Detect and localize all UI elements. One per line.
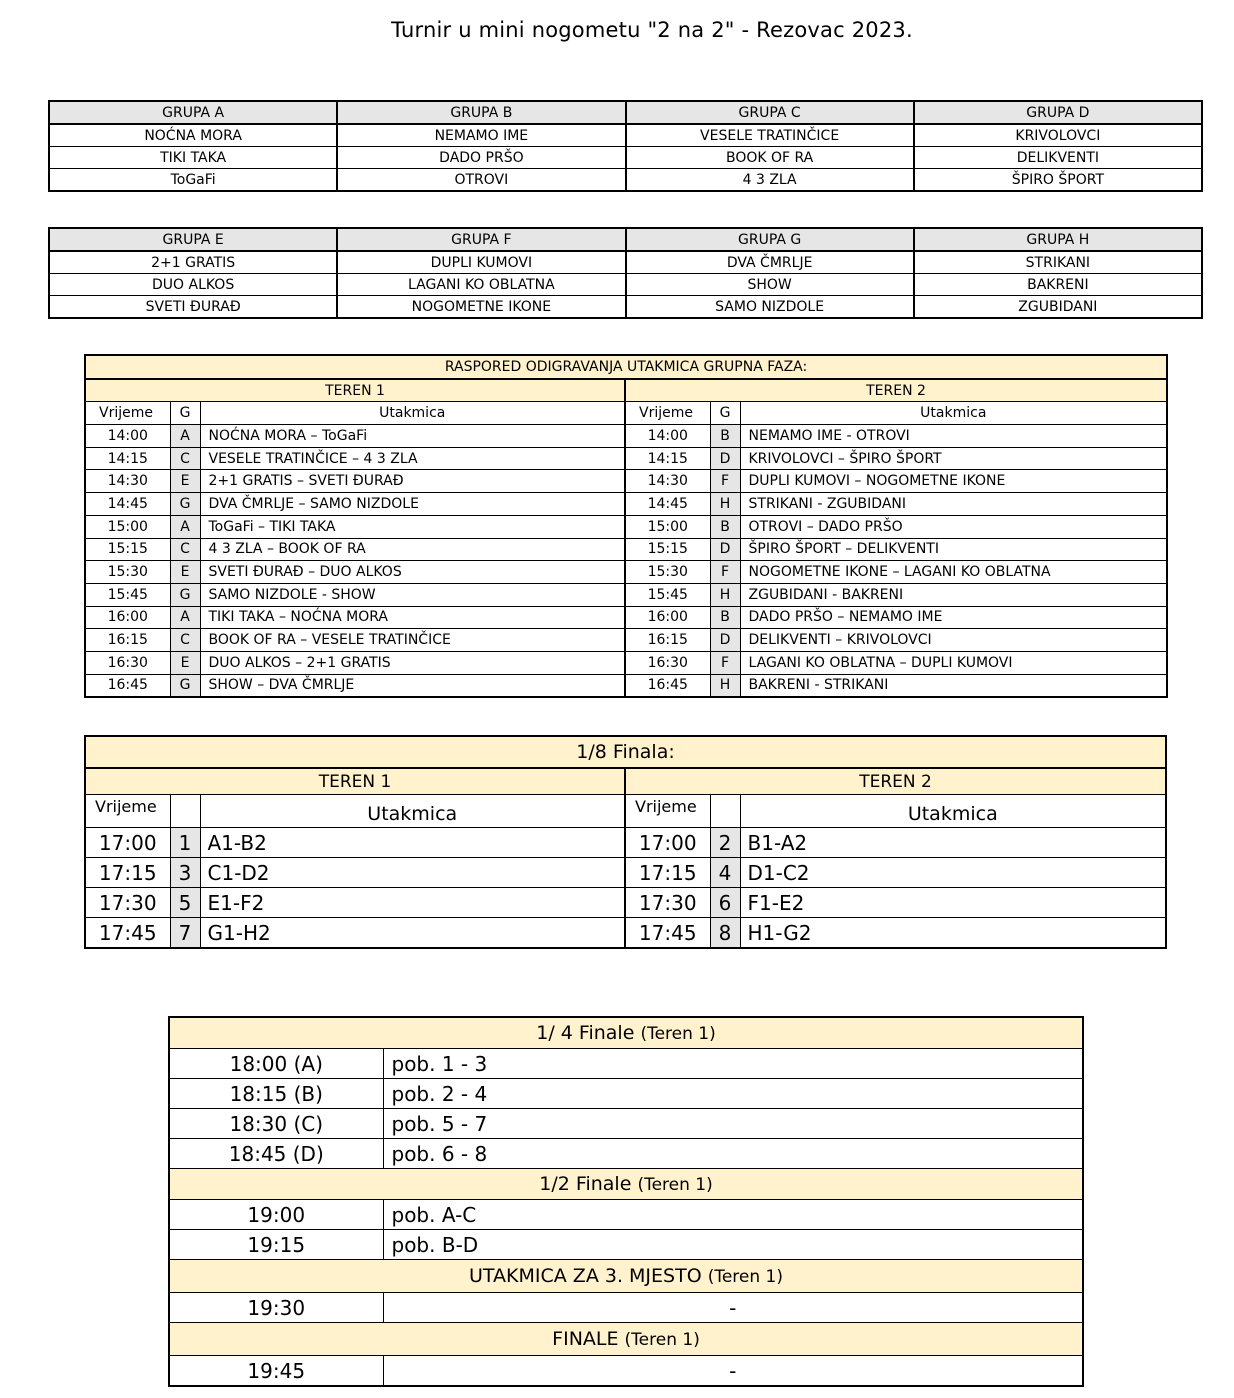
match-time: 16:30	[85, 651, 170, 674]
match-pairing: B1-A2	[740, 828, 1166, 858]
team-cell: ZGUBIDANI	[914, 296, 1202, 319]
team-cell: DVA ČMRLJE	[626, 251, 914, 274]
match-time: 17:45	[85, 918, 170, 949]
schedule-row	[85, 561, 1167, 584]
col-match-header: Utakmica	[200, 402, 625, 425]
schedule-row	[85, 674, 1167, 697]
group-header: GRUPA E	[49, 228, 337, 251]
group-header: GRUPA C	[626, 101, 914, 124]
teren1-header: TEREN 1	[85, 379, 625, 402]
match-time: 15:45	[85, 583, 170, 606]
group-schedule-table	[84, 354, 1168, 698]
team-cell: DUPLI KUMOVI	[337, 251, 625, 274]
col-match-header: Utakmica	[200, 795, 625, 828]
page-title: Turnir u mini nogometu "2 na 2" - Rezovac 2023.	[391, 18, 913, 42]
round-of-16-row	[85, 888, 1166, 918]
match-time: 17:45	[625, 918, 710, 949]
match-group: H	[710, 493, 740, 516]
match-number: 7	[170, 918, 200, 949]
match-group: G	[170, 583, 200, 606]
match-group: F	[710, 561, 740, 584]
match-time: 16:00	[85, 606, 170, 629]
schedule-row	[85, 651, 1167, 674]
quarterfinal-title	[169, 1017, 1083, 1049]
match-teams: ZGUBIDANI - BAKRENI	[740, 583, 1167, 606]
schedule-row	[85, 425, 1167, 448]
team-cell: STRIKANI	[914, 251, 1202, 274]
match-teams: DADO PRŠO – NEMAMO IME	[740, 606, 1167, 629]
group-header: GRUPA B	[337, 101, 625, 124]
col-time-header: Vrijeme	[625, 795, 710, 828]
match-time: 14:00	[85, 425, 170, 448]
match-time: 16:15	[85, 629, 170, 652]
finals-table	[168, 1016, 1084, 1387]
match-time: 16:00	[625, 606, 710, 629]
team-cell: NEMAMO IME	[337, 124, 625, 147]
match-teams: DUO ALKOS – 2+1 GRATIS	[200, 651, 625, 674]
quarterfinal-title-text: 1/ 4 Finale	[536, 1022, 635, 1044]
match-teams: KRIVOLOVCI – ŠPIRO ŠPORT	[740, 447, 1167, 470]
match-group: E	[170, 470, 200, 493]
match-teams: SAMO NIZDOLE - SHOW	[200, 583, 625, 606]
match-time: 17:00	[85, 828, 170, 858]
match-time: 14:00	[625, 425, 710, 448]
match-teams: STRIKANI - ZGUBIDANI	[740, 493, 1167, 516]
team-cell: DUO ALKOS	[49, 274, 337, 296]
team-cell: 4 3 ZLA	[626, 169, 914, 192]
match-time: 15:15	[85, 538, 170, 561]
match-time: 17:30	[85, 888, 170, 918]
teren2-header: TEREN 2	[625, 379, 1167, 402]
match-group: F	[710, 470, 740, 493]
schedule-title: RASPORED ODIGRAVANJA UTAKMICA GRUPNA FAZA:	[85, 355, 1167, 379]
match-pairing: -	[383, 1356, 1083, 1387]
team-cell: DADO PRŠO	[337, 147, 625, 169]
match-teams: ToGaFi – TIKI TAKA	[200, 515, 625, 538]
match-group: B	[710, 606, 740, 629]
match-teams: SVETI ĐURAĐ – DUO ALKOS	[200, 561, 625, 584]
match-group: C	[170, 538, 200, 561]
match-number: 5	[170, 888, 200, 918]
match-teams: ŠPIRO ŠPORT – DELIKVENTI	[740, 538, 1167, 561]
schedule-row	[85, 583, 1167, 606]
match-time: 18:00 (A)	[169, 1049, 383, 1079]
match-teams: NEMAMO IME - OTROVI	[740, 425, 1167, 448]
team-cell: SHOW	[626, 274, 914, 296]
team-cell: LAGANI KO OBLATNA	[337, 274, 625, 296]
match-number: 4	[710, 858, 740, 888]
match-time: 15:00	[625, 515, 710, 538]
match-pairing: -	[383, 1293, 1083, 1323]
team-cell: NOGOMETNE IKONE	[337, 296, 625, 319]
match-teams: TIKI TAKA – NOĆNA MORA	[200, 606, 625, 629]
match-teams: DVA ČMRLJE – SAMO NIZDOLE	[200, 493, 625, 516]
quarterfinal-note: (Teren 1)	[640, 1024, 716, 1044]
match-pairing: pob. A-C	[383, 1200, 1083, 1230]
match-pairing: C1-D2	[200, 858, 625, 888]
semifinal-title-text: 1/2 Finale	[539, 1173, 632, 1195]
round-of-16-table	[84, 735, 1167, 949]
schedule-row	[85, 606, 1167, 629]
final-title	[169, 1323, 1083, 1356]
match-group: E	[170, 651, 200, 674]
match-time: 16:30	[625, 651, 710, 674]
match-pairing: A1-B2	[200, 828, 625, 858]
col-match-header: Utakmica	[740, 402, 1167, 425]
team-cell: KRIVOLOVCI	[914, 124, 1202, 147]
match-pairing: pob. 5 - 7	[383, 1109, 1083, 1139]
match-teams: NOGOMETNE IKONE – LAGANI KO OBLATNA	[740, 561, 1167, 584]
col-number-header	[170, 795, 200, 828]
match-time: 14:15	[85, 447, 170, 470]
match-time: 15:00	[85, 515, 170, 538]
match-time: 18:30 (C)	[169, 1109, 383, 1139]
match-group: B	[710, 515, 740, 538]
match-time: 14:45	[625, 493, 710, 516]
match-number: 6	[710, 888, 740, 918]
match-time: 17:00	[625, 828, 710, 858]
col-group-header: G	[710, 402, 740, 425]
match-group: D	[710, 447, 740, 470]
match-pairing: E1-F2	[200, 888, 625, 918]
match-time: 14:15	[625, 447, 710, 470]
match-time: 16:45	[85, 674, 170, 697]
match-teams: LAGANI KO OBLATNA – DUPLI KUMOVI	[740, 651, 1167, 674]
col-number-header	[710, 795, 740, 828]
team-cell: BAKRENI	[914, 274, 1202, 296]
match-group: A	[170, 515, 200, 538]
col-group-header: G	[170, 402, 200, 425]
match-group: D	[710, 629, 740, 652]
match-pairing: pob. B-D	[383, 1230, 1083, 1260]
match-time: 15:45	[625, 583, 710, 606]
match-pairing: pob. 1 - 3	[383, 1049, 1083, 1079]
round-of-16-row	[85, 828, 1166, 858]
match-group: B	[710, 425, 740, 448]
schedule-row	[85, 515, 1167, 538]
match-group: A	[170, 606, 200, 629]
match-teams: DUPLI KUMOVI – NOGOMETNE IKONE	[740, 470, 1167, 493]
final-title-text: FINALE	[552, 1328, 619, 1350]
match-number: 3	[170, 858, 200, 888]
match-time: 14:30	[625, 470, 710, 493]
match-number: 1	[170, 828, 200, 858]
groups-table-a-d	[48, 100, 1203, 192]
final-note: (Teren 1)	[624, 1330, 700, 1350]
match-teams: BAKRENI - STRIKANI	[740, 674, 1167, 697]
match-time: 14:45	[85, 493, 170, 516]
schedule-row	[85, 538, 1167, 561]
team-cell: SVETI ĐURAĐ	[49, 296, 337, 319]
match-pairing: H1-G2	[740, 918, 1166, 949]
schedule-row	[85, 629, 1167, 652]
match-time: 19:00	[169, 1200, 383, 1230]
match-group: G	[170, 674, 200, 697]
match-number: 8	[710, 918, 740, 949]
team-cell: DELIKVENTI	[914, 147, 1202, 169]
match-time: 17:30	[625, 888, 710, 918]
third-place-title	[169, 1260, 1083, 1293]
match-group: C	[170, 629, 200, 652]
schedule-row	[85, 447, 1167, 470]
match-pairing: D1-C2	[740, 858, 1166, 888]
round-of-16-title: 1/8 Finala:	[85, 736, 1166, 768]
semifinal-note: (Teren 1)	[637, 1175, 713, 1195]
match-time: 15:30	[85, 561, 170, 584]
match-group: H	[710, 674, 740, 697]
match-time: 18:15 (B)	[169, 1079, 383, 1109]
group-header: GRUPA F	[337, 228, 625, 251]
col-time-header: Vrijeme	[625, 402, 710, 425]
team-cell: 2+1 GRATIS	[49, 251, 337, 274]
schedule-row	[85, 470, 1167, 493]
match-time: 16:15	[625, 629, 710, 652]
schedule-row	[85, 493, 1167, 516]
match-teams: DELIKVENTI – KRIVOLOVCI	[740, 629, 1167, 652]
team-cell: ŠPIRO ŠPORT	[914, 169, 1202, 192]
team-cell: VESELE TRATINČICE	[626, 124, 914, 147]
match-group: A	[170, 425, 200, 448]
match-time: 15:30	[625, 561, 710, 584]
match-pairing: pob. 2 - 4	[383, 1079, 1083, 1109]
match-time: 14:30	[85, 470, 170, 493]
match-time: 19:30	[169, 1293, 383, 1323]
match-pairing: G1-H2	[200, 918, 625, 949]
match-teams: VESELE TRATINČICE – 4 3 ZLA	[200, 447, 625, 470]
match-teams: 2+1 GRATIS – SVETI ĐURAĐ	[200, 470, 625, 493]
team-cell: OTROVI	[337, 169, 625, 192]
match-time: 17:15	[85, 858, 170, 888]
teren2-header: TEREN 2	[625, 768, 1166, 795]
team-cell: TIKI TAKA	[49, 147, 337, 169]
match-teams: SHOW – DVA ČMRLJE	[200, 674, 625, 697]
teren1-header: TEREN 1	[85, 768, 625, 795]
match-time: 16:45	[625, 674, 710, 697]
match-group: D	[710, 538, 740, 561]
group-header: GRUPA D	[914, 101, 1202, 124]
groups-table-e-h	[48, 227, 1203, 319]
round-of-16-row	[85, 918, 1166, 949]
match-time: 15:15	[625, 538, 710, 561]
col-match-header: Utakmica	[740, 795, 1166, 828]
match-group: G	[170, 493, 200, 516]
match-teams: 4 3 ZLA – BOOK OF RA	[200, 538, 625, 561]
team-cell: SAMO NIZDOLE	[626, 296, 914, 319]
match-number: 2	[710, 828, 740, 858]
match-time: 17:15	[625, 858, 710, 888]
semifinal-title	[169, 1169, 1083, 1200]
match-time: 19:15	[169, 1230, 383, 1260]
group-header: GRUPA A	[49, 101, 337, 124]
group-header: GRUPA H	[914, 228, 1202, 251]
match-pairing: F1-E2	[740, 888, 1166, 918]
match-teams: NOĆNA MORA – ToGaFi	[200, 425, 625, 448]
match-group: H	[710, 583, 740, 606]
team-cell: ToGaFi	[49, 169, 337, 192]
team-cell: NOĆNA MORA	[49, 124, 337, 147]
col-time-header: Vrijeme	[85, 795, 170, 828]
match-time: 19:45	[169, 1356, 383, 1387]
col-time-header: Vrijeme	[85, 402, 170, 425]
match-time: 18:45 (D)	[169, 1139, 383, 1169]
match-group: F	[710, 651, 740, 674]
match-group: E	[170, 561, 200, 584]
match-pairing: pob. 6 - 8	[383, 1139, 1083, 1169]
team-cell: BOOK OF RA	[626, 147, 914, 169]
match-group: C	[170, 447, 200, 470]
match-teams: OTROVI – DADO PRŠO	[740, 515, 1167, 538]
third-place-title-text: UTAKMICA ZA 3. MJESTO	[469, 1265, 702, 1287]
match-teams: BOOK OF RA – VESELE TRATINČICE	[200, 629, 625, 652]
third-place-note: (Teren 1)	[707, 1267, 783, 1287]
round-of-16-row	[85, 858, 1166, 888]
group-header: GRUPA G	[626, 228, 914, 251]
